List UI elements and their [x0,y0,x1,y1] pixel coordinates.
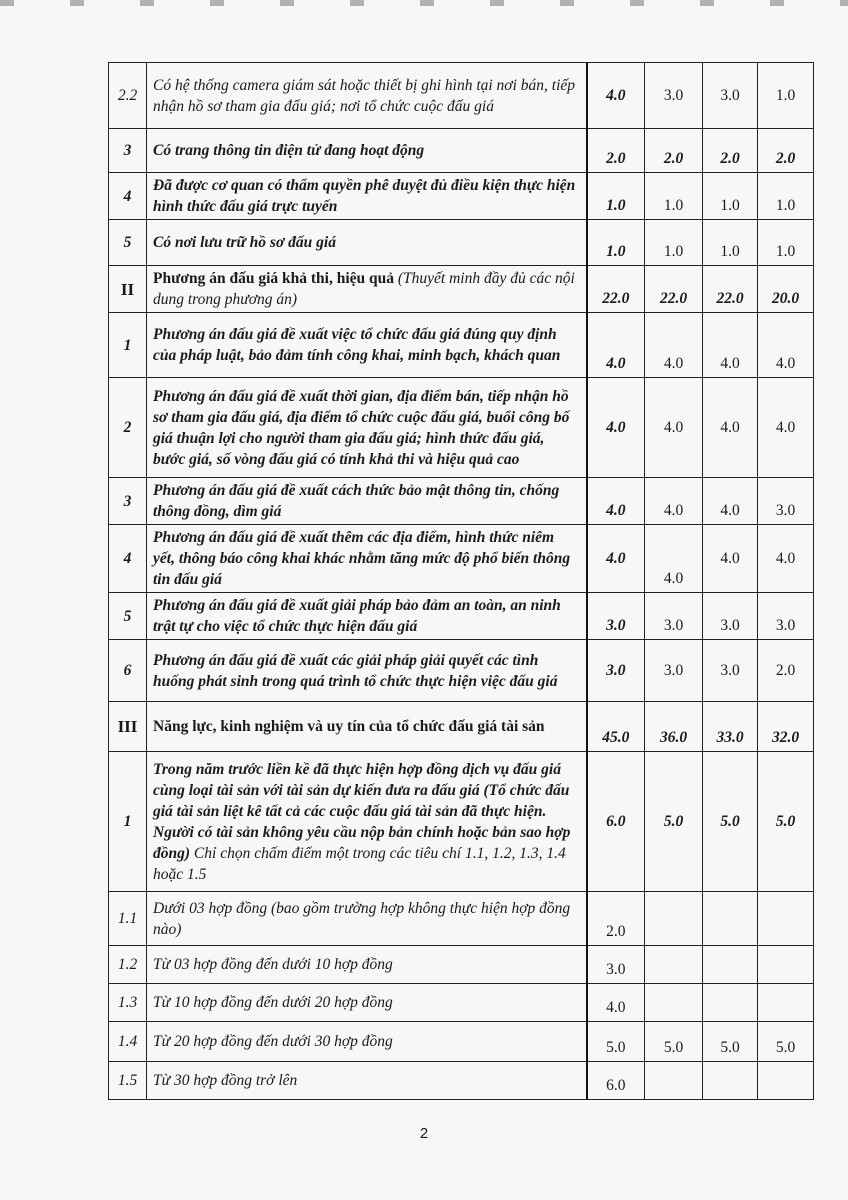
table-row [109,1022,814,1062]
score-cell [645,984,703,1022]
score-cell [703,946,758,984]
criterion-text: Có hệ thống camera giám sát hoặc thiết bị ghi hình tại nơi bán, tiếp nhận hồ sơ tham gia đấu giá; nơi tổ chức cuộc đấu giá [147,63,587,129]
criterion-text: Phương án đấu giá đề xuất các giải pháp giải quyết các tình huống phát sinh trong quá trình tổ chức thực hiện việc đấu giá [147,640,587,702]
row-number: 6 [109,640,147,702]
row-number: 3 [109,129,147,173]
score-cell: 1.0 [758,220,814,266]
scan-edge [0,0,848,6]
score-cell: 2.0 [587,892,645,946]
row-number: 4 [109,525,147,593]
score-cell: 4.0 [645,313,703,378]
row-number: 1.2 [109,946,147,984]
row-number: 1 [109,313,147,378]
section-title-text: Phương án đấu giá khả thi, hiệu quả [153,270,395,287]
score-cell: 3.0 [758,593,814,640]
table-row [109,752,814,892]
criterion-note: Chỉ chọn chấm điểm một trong các tiêu chí 1.1, 1.2, 1.3, 1.4 hoặc 1.5 [153,844,566,883]
table-row [109,478,814,525]
score-cell: 6.0 [587,752,645,892]
section-number: II [109,266,147,313]
score-cell [758,946,814,984]
score-cell: 4.0 [703,313,758,378]
score-cell: 3.0 [587,640,645,702]
score-cell: 2.0 [703,129,758,173]
score-cell: 2.0 [645,129,703,173]
score-cell: 1.0 [703,220,758,266]
score-cell: 4.0 [587,984,645,1022]
score-cell: 1.0 [587,220,645,266]
criterion-text: Có nơi lưu trữ hồ sơ đấu giá [147,220,587,266]
table-row [109,129,814,173]
score-cell: 2.0 [758,640,814,702]
score-cell: 22.0 [587,266,645,313]
score-cell: 4.0 [758,313,814,378]
row-number: 1.4 [109,1022,147,1062]
score-cell: 4.0 [645,525,703,593]
score-cell: 5.0 [645,752,703,892]
score-cell: 1.0 [758,173,814,220]
criterion-text: Đã được cơ quan có thẩm quyền phê duyệt đủ điều kiện thực hiện hình thức đấu giá trực tuyến [147,173,587,220]
criterion-text: Từ 20 hợp đồng đến dưới 30 hợp đồng [147,1022,587,1062]
table-row-section [109,266,814,313]
score-cell: 3.0 [587,946,645,984]
row-number: 1.3 [109,984,147,1022]
score-cell: 4.0 [587,63,645,129]
score-cell: 5.0 [587,1022,645,1062]
criterion-text: Dưới 03 hợp đồng (bao gồm trường hợp không thực hiện hợp đồng nào) [147,892,587,946]
score-cell [758,892,814,946]
section-title [147,266,587,313]
table-row [109,892,814,946]
score-cell: 3.0 [703,593,758,640]
criterion-text: Phương án đấu giá đề xuất việc tổ chức đấu giá đúng quy định của pháp luật, bảo đảm tính công khai, minh bạch, khách quan [147,313,587,378]
score-cell [758,1062,814,1100]
section-title: Năng lực, kinh nghiệm và uy tín của tổ chức đấu giá tài sản [147,702,587,752]
table-row [109,220,814,266]
score-cell: 4.0 [758,378,814,478]
table-row [109,946,814,984]
score-cell: 3.0 [645,640,703,702]
criterion-text: Có trang thông tin điện tử đang hoạt động [147,129,587,173]
score-cell [758,984,814,1022]
row-number: 2.2 [109,63,147,129]
score-cell: 32.0 [758,702,814,752]
score-cell: 4.0 [703,525,758,593]
row-number: 5 [109,593,147,640]
score-cell: 1.0 [587,173,645,220]
score-cell: 4.0 [587,525,645,593]
score-cell: 4.0 [587,378,645,478]
score-cell [703,984,758,1022]
score-cell [703,892,758,946]
score-cell: 4.0 [587,313,645,378]
row-number: 4 [109,173,147,220]
score-cell: 5.0 [758,1022,814,1062]
table-row-section [109,702,814,752]
score-cell: 3.0 [587,593,645,640]
score-cell [645,1062,703,1100]
score-cell: 5.0 [703,1022,758,1062]
table-row [109,63,814,129]
row-number: 1 [109,752,147,892]
table-row [109,593,814,640]
criterion-text: Từ 03 hợp đồng đến dưới 10 hợp đồng [147,946,587,984]
score-cell: 4.0 [703,478,758,525]
score-cell: 33.0 [703,702,758,752]
row-number: 2 [109,378,147,478]
table-row [109,525,814,593]
criterion-text: Từ 10 hợp đồng đến dưới 20 hợp đồng [147,984,587,1022]
score-cell: 3.0 [645,63,703,129]
score-cell: 3.0 [703,63,758,129]
criterion-text: Từ 30 hợp đồng trở lên [147,1062,587,1100]
score-cell: 5.0 [703,752,758,892]
scoring-table [108,62,814,1100]
score-cell: 1.0 [703,173,758,220]
score-cell [703,1062,758,1100]
score-cell: 1.0 [645,173,703,220]
score-cell [645,946,703,984]
score-cell: 4.0 [587,478,645,525]
score-cell: 1.0 [645,220,703,266]
table-row [109,313,814,378]
criterion-text: Phương án đấu giá đề xuất thêm các địa điểm, hình thức niêm yết, thông báo công khai khác nhằm tăng mức độ phổ biến thông tin đấu giá [147,525,587,593]
row-number: 1.5 [109,1062,147,1100]
score-cell: 2.0 [587,129,645,173]
score-cell [645,892,703,946]
score-cell: 4.0 [645,478,703,525]
score-cell: 3.0 [645,593,703,640]
score-cell: 4.0 [703,378,758,478]
section-number: III [109,702,147,752]
score-cell: 1.0 [758,63,814,129]
section-note: (Thuyết minh đầy đủ các nội dung trong phương án) [153,270,575,308]
table-row [109,378,814,478]
table-row [109,1062,814,1100]
row-number: 5 [109,220,147,266]
score-cell: 3.0 [758,478,814,525]
score-cell: 5.0 [645,1022,703,1062]
score-cell: 4.0 [645,378,703,478]
score-cell: 6.0 [587,1062,645,1100]
score-cell: 4.0 [758,525,814,593]
criterion-text: Phương án đấu giá đề xuất giải pháp bảo đảm an toàn, an ninh trật tự cho việc tổ chức thực hiện đấu giá [147,593,587,640]
score-cell: 5.0 [758,752,814,892]
score-cell: 3.0 [703,640,758,702]
criterion-text: Phương án đấu giá đề xuất thời gian, địa điểm bán, tiếp nhận hồ sơ tham gia đấu giá, địa điểm tổ chức cuộc đấu giá, buổi công bố giá thuận lợi cho người tham gia đấu giá; hình thức đấu giá, bước giá, số vòng đấu giá có tính khả thi và hiệu quả cao [147,378,587,478]
score-cell: 45.0 [587,702,645,752]
score-cell: 22.0 [645,266,703,313]
score-cell: 20.0 [758,266,814,313]
score-cell: 36.0 [645,702,703,752]
row-number: 3 [109,478,147,525]
score-cell: 22.0 [703,266,758,313]
page-number: 2 [419,1125,429,1142]
row-number: 1.1 [109,892,147,946]
table-row [109,984,814,1022]
criterion-main: Trong năm trước liền kề đã thực hiện hợp đồng dịch vụ đấu giá cùng loại tài sản với tài sản dự kiến đưa ra đấu giá (Tổ chức đấu giá tài sản liệt kê tất cả các cuộc đấu giá tài sản đã thực hiện. Người có tài sản không yêu cầu nộp bản chính hoặc bản sao hợp đồng) [153,760,571,862]
criterion-text [147,752,587,892]
table-row [109,640,814,702]
table-row [109,173,814,220]
criterion-text: Phương án đấu giá đề xuất cách thức bảo mật thông tin, chống thông đồng, dìm giá [147,478,587,525]
score-cell: 2.0 [758,129,814,173]
